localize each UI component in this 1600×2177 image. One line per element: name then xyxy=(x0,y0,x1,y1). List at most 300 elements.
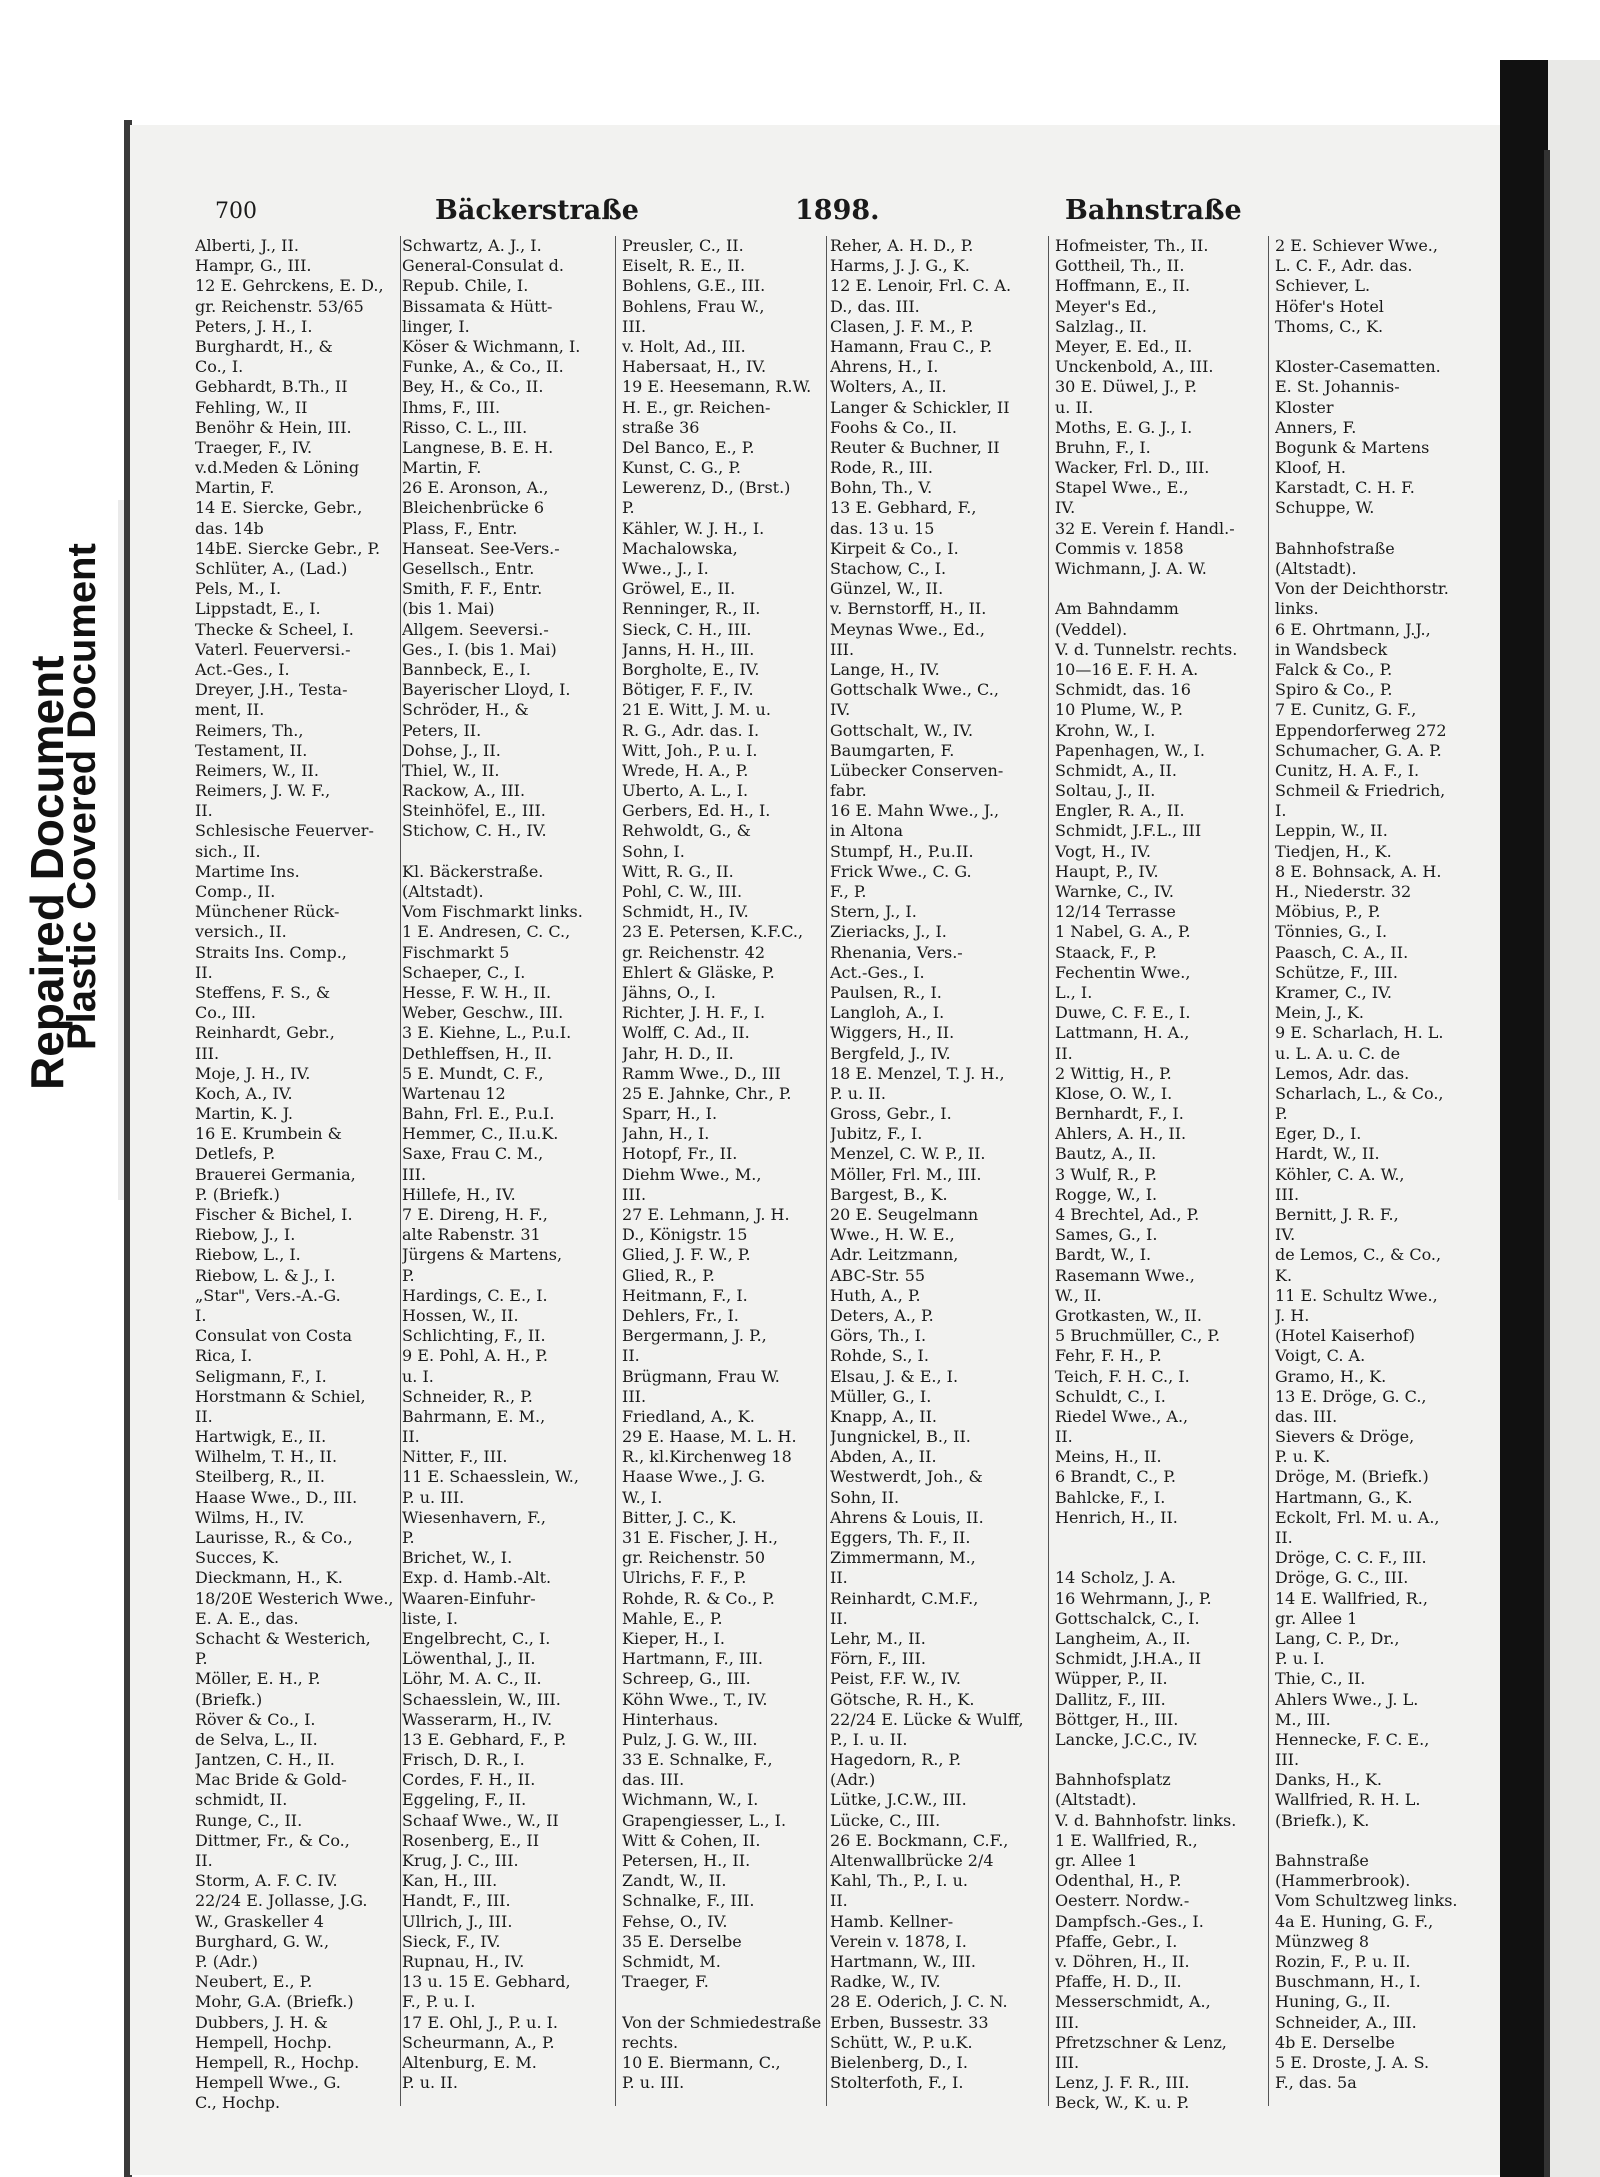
directory-entry: Sohn, II. xyxy=(830,1487,900,1507)
directory-entry: Co., I. xyxy=(195,357,244,377)
directory-entry: Schütt, W., P. u.K. xyxy=(830,2032,973,2052)
directory-entry: IV. xyxy=(1055,498,1076,518)
directory-entry: Benöhr & Hein, III. xyxy=(195,417,352,437)
directory-entry: Huning, G., II. xyxy=(1275,1992,1391,2012)
directory-entry: Bahn, Frl. E., P.u.I. xyxy=(402,1104,555,1124)
directory-entry: Altenburg, E. M. xyxy=(402,2052,537,2072)
directory-entry: F., P. xyxy=(830,882,867,901)
directory-entry: P. (Adr.) xyxy=(195,1951,258,1971)
directory-entry: das. 13 u. 15 xyxy=(830,518,935,538)
directory-entry: Saxe, Frau C. M., xyxy=(402,1144,544,1164)
directory-entry: Danks, H., K. xyxy=(1275,1770,1382,1790)
directory-entry: Vaterl. Feuerversi.- xyxy=(195,639,351,659)
directory-entry: Hempell, Hochp. xyxy=(195,2032,332,2052)
directory-entry: Müller, G., I. xyxy=(830,1386,932,1406)
directory-entry: Co., III. xyxy=(195,1003,256,1023)
directory-entry: III. xyxy=(195,1043,220,1063)
directory-entry: gr. Reichenstr. 50 xyxy=(622,1548,766,1568)
column-rule xyxy=(1048,236,1049,2106)
directory-entry: J. H. xyxy=(1275,1305,1310,1325)
directory-entry: Paulsen, R., I. xyxy=(830,982,942,1002)
directory-entry: Vom Fischmarkt links. xyxy=(402,902,583,922)
directory-entry: Repub. Chile, I. xyxy=(402,276,529,296)
directory-entry: Münchener Rück- xyxy=(195,902,340,922)
directory-entry: Machalowska, xyxy=(622,538,738,558)
directory-entry xyxy=(1275,519,1485,539)
directory-entry: Ullrich, J., III. xyxy=(402,1911,513,1931)
directory-entry: Schiever, L. xyxy=(1275,276,1371,296)
directory-entry: Bargest, B., K. xyxy=(830,1184,948,1204)
directory-entry: II. xyxy=(195,801,213,821)
directory-entry: 5 Bruchmüller, C., P. xyxy=(1055,1326,1221,1346)
directory-entry: Eppendorferweg 272 xyxy=(1275,720,1447,740)
directory-entry: Löhr, M. A. C., II. xyxy=(402,1669,542,1689)
directory-entry: Westwerdt, Joh., & xyxy=(830,1467,983,1487)
directory-entry: 28 E. Oderich, J. C. N. xyxy=(830,1992,1008,2012)
directory-entry: Richter, J. H. F., I. xyxy=(622,1003,766,1023)
directory-entry: Bautz, A., II. xyxy=(1055,1144,1157,1164)
directory-entry: Münzweg 8 xyxy=(1275,1931,1370,1951)
directory-entry: Martime Ins. xyxy=(195,861,300,881)
directory-entry: W., II. xyxy=(1055,1285,1102,1305)
directory-entry: P. u. K. xyxy=(1275,1447,1331,1467)
directory-entry: 11 E. Schaesslein, W., xyxy=(402,1467,579,1487)
directory-entry: (Adr.) xyxy=(830,1770,876,1790)
directory-entry: Steinhöfel, E., III. xyxy=(402,801,546,821)
directory-entry: Lange, H., IV. xyxy=(830,659,940,679)
directory-entry: Hanseat. See-Vers.- xyxy=(402,538,560,558)
directory-entry: Staack, F., P. xyxy=(1055,942,1157,962)
directory-entry: Schlesische Feuerver- xyxy=(195,821,374,841)
directory-entry: 19 E. Heesemann, R.W. xyxy=(622,377,812,397)
directory-entry: Burghard, G. W., xyxy=(195,1931,330,1951)
directory-entry: 10 E. Biermann, C., xyxy=(622,2052,781,2072)
directory-entry: Jungnickel, B., II. xyxy=(830,1427,971,1447)
directory-entry: Riedel Wwe., A., xyxy=(1055,1406,1189,1426)
directory-entry: Cordes, F. H., II. xyxy=(402,1770,536,1790)
directory-entry: Ihms, F., III. xyxy=(402,397,501,417)
directory-entry: II. xyxy=(830,1891,848,1911)
directory-entry: Langnese, B. E. H. xyxy=(402,437,554,457)
directory-entry: 5 E. Mundt, C. F., xyxy=(402,1063,544,1083)
directory-entry: Bergfeld, J., IV. xyxy=(830,1043,951,1063)
directory-entry: General-Consulat d. xyxy=(402,256,564,276)
directory-entry: Pohl, C. W., III. xyxy=(622,882,743,901)
directory-entry: 25 E. Jahnke, Chr., P. xyxy=(622,1083,792,1103)
directory-entry: Plass, F., Entr. xyxy=(402,518,518,538)
directory-entry: 6 Brandt, C., P. xyxy=(1055,1467,1176,1487)
directory-entry: 9 E. Scharlach, H. L. xyxy=(1275,1023,1444,1043)
directory-entry: W., Graskeller 4 xyxy=(195,1911,324,1931)
directory-entry: Kl. Bäckerstraße. xyxy=(402,861,544,881)
directory-entry: 26 E. Aronson, A., xyxy=(402,478,549,498)
directory-entry: Martin, K. J. xyxy=(195,1104,293,1124)
directory-entry: 21 E. Witt, J. M. u. xyxy=(622,700,771,720)
directory-entry: P., I. u. II. xyxy=(830,1729,908,1749)
directory-entry: Heitmann, F., I. xyxy=(622,1285,748,1305)
directory-entry: 12 E. Lenoir, Frl. C. A. xyxy=(830,276,1012,296)
directory-entry: Rhenania, Vers.- xyxy=(830,942,963,962)
directory-entry: Ehlert & Gläske, P. xyxy=(622,962,775,982)
directory-entry: 4 Brechtel, Ad., P. xyxy=(1055,1205,1200,1224)
directory-entry: de Selva, L., II. xyxy=(195,1729,318,1749)
directory-entry: alte Rabenstr. 31 xyxy=(402,1225,541,1245)
directory-entry: Wasserarm, H., IV. xyxy=(402,1709,553,1729)
directory-entry: Zimmermann, M., xyxy=(830,1548,976,1568)
directory-entry: Deters, A., P. xyxy=(830,1305,934,1325)
directory-entry: Bayerischer Lloyd, I. xyxy=(402,680,571,700)
directory-entry: D., das. III. xyxy=(830,296,920,316)
directory-entry: 13 E. Gebhard, F., P. xyxy=(402,1729,567,1749)
directory-column-6 xyxy=(1275,236,1485,2136)
directory-entry: Grapengiesser, L., I. xyxy=(622,1810,787,1830)
directory-entry: Dreyer, J.H., Testa- xyxy=(195,680,348,700)
directory-entry: Schneider, R., P. xyxy=(402,1386,533,1406)
directory-entry: Lehr, M., II. xyxy=(830,1628,926,1648)
directory-entry: Hossen, W., II. xyxy=(402,1305,519,1325)
directory-entry: Kunst, C. G., P. xyxy=(622,458,741,478)
directory-entry: (Altstadt). xyxy=(1275,559,1357,578)
directory-entry: 14 Scholz, J. A. xyxy=(1055,1568,1177,1588)
directory-entry: Ramm Wwe., D., III xyxy=(622,1063,781,1083)
directory-entry: 23 E. Petersen, K.F.C., xyxy=(622,922,804,942)
directory-entry: Sieck, F., IV. xyxy=(402,1931,501,1951)
directory-entry: Jantzen, C. H., II. xyxy=(195,1750,335,1770)
directory-entry: 26 E. Bockmann, C.F., xyxy=(830,1830,1009,1850)
directory-entry: Stapel Wwe., E., xyxy=(1055,478,1189,498)
directory-entry: Eggers, Th. F., II. xyxy=(830,1528,971,1547)
directory-entry: Reimers, Th., xyxy=(195,720,304,740)
directory-entry: Stern, J., I. xyxy=(830,902,917,922)
directory-entry: Jahn, H., I. xyxy=(622,1124,710,1144)
directory-entry: Scheurmann, A., P. xyxy=(402,2032,555,2052)
directory-entry: Clasen, J. F. M., P. xyxy=(830,316,974,336)
directory-entry: Rasemann Wwe., xyxy=(1055,1265,1195,1285)
directory-entry: Stumpf, H., P.u.II. xyxy=(830,841,974,861)
directory-entry: Sievers & Dröge, xyxy=(1275,1427,1415,1447)
directory-entry xyxy=(1275,1831,1485,1851)
directory-entry: Frick Wwe., C. G. xyxy=(830,861,972,881)
directory-entry: Dittmer, Fr., & Co., xyxy=(195,1830,350,1850)
directory-entry: Schaaf Wwe., W., II xyxy=(402,1810,559,1830)
directory-entry: (bis 1. Mai) xyxy=(402,599,495,619)
directory-entry xyxy=(1055,1528,1270,1548)
directory-entry: Frisch, D. R., I. xyxy=(402,1750,525,1770)
directory-entry: II. xyxy=(195,1406,213,1426)
directory-entry: 27 E. Lehmann, J. H. xyxy=(622,1205,790,1224)
directory-entry: Wwe., H. W. E., xyxy=(830,1225,955,1245)
directory-entry: Alberti, J., II. xyxy=(195,236,299,255)
directory-entry: Martin, F. xyxy=(195,478,275,498)
directory-entry: Stolterfoth, F., I. xyxy=(830,2073,964,2093)
directory-entry: sich., II. xyxy=(195,841,261,861)
directory-entry: Baumgarten, F. xyxy=(830,740,955,760)
directory-entry: Bernhardt, F., I. xyxy=(1055,1104,1184,1124)
directory-entry: Bahnhofstraße xyxy=(1275,538,1395,558)
directory-entry: Ges., I. (bis 1. Mai) xyxy=(402,639,557,659)
directory-entry: Eggeling, F., II. xyxy=(402,1790,527,1810)
directory-entry: Cunitz, H. A. F., I. xyxy=(1275,760,1420,780)
directory-entry: 11 E. Schultz Wwe., xyxy=(1275,1285,1438,1305)
directory-entry: Lücke, C., III. xyxy=(830,1810,941,1830)
directory-entry: Lütke, J.C.W., III. xyxy=(830,1790,967,1810)
directory-entry: Hagedorn, R., P. xyxy=(830,1750,962,1770)
column-rule xyxy=(826,236,827,2106)
directory-entry: Thie, C., II. xyxy=(1275,1669,1366,1689)
directory-entry: 8 E. Bohnsack, A. H. xyxy=(1275,861,1442,881)
directory-entry: 1 E. Andresen, C. C., xyxy=(402,922,571,942)
directory-entry: Sohn, I. xyxy=(622,841,685,861)
directory-entry: Schacht & Westerich, xyxy=(195,1628,371,1648)
directory-entry: Rosenberg, E., II xyxy=(402,1830,540,1850)
directory-entry: Sames, G., I. xyxy=(1055,1225,1158,1245)
directory-entry: Scharlach, L., & Co., xyxy=(1275,1083,1444,1103)
directory-entry: Uberto, A. L., I. xyxy=(622,781,749,801)
directory-entry: P. xyxy=(1275,1104,1288,1124)
directory-entry: F., P. u. I. xyxy=(402,1992,476,2012)
directory-entry: 3 E. Kiehne, L., P.u.I. xyxy=(402,1023,572,1043)
directory-entry: Schumacher, G. A. P. xyxy=(1275,740,1442,760)
directory-entry: Bannbeck, E., I. xyxy=(402,659,531,679)
directory-entry: de Lemos, C., & Co., xyxy=(1275,1245,1442,1265)
directory-entry: Bahlcke, F., I. xyxy=(1055,1487,1166,1507)
directory-entry: P. xyxy=(402,1528,415,1547)
directory-entry: Abden, A., II. xyxy=(830,1447,937,1467)
directory-entry: fabr. xyxy=(830,781,867,801)
directory-entry: Bohlens, G.E., III. xyxy=(622,276,766,296)
directory-entry: Reinhardt, Gebr., xyxy=(195,1023,335,1043)
directory-entry: Erben, Bussestr. 33 xyxy=(830,2012,989,2032)
directory-entry: Jubitz, F., I. xyxy=(830,1124,923,1144)
directory-entry: II. xyxy=(1055,1427,1073,1447)
directory-entry: Hampr, G., III. xyxy=(195,256,312,276)
directory-entry: Günzel, W., II. xyxy=(830,579,944,599)
directory-entry: Gramo, H., K. xyxy=(1275,1366,1387,1386)
directory-entry: 22/24 E. Lücke & Wulff, xyxy=(830,1709,1024,1729)
directory-entry: Reimers, J. W. F., xyxy=(195,781,331,801)
directory-entry: (Altstadt). xyxy=(1055,1790,1137,1810)
directory-entry: Schmidt, J.H.A., II xyxy=(1055,1649,1202,1669)
directory-entry: Hardings, C. E., I. xyxy=(402,1285,548,1305)
directory-entry: Lancke, J.C.C., IV. xyxy=(1055,1729,1198,1749)
directory-entry: 7 E. Cunitz, G. F., xyxy=(1275,700,1417,720)
directory-entry: (Hammerbrook). xyxy=(1275,1871,1411,1891)
directory-entry: F., das. 5a xyxy=(1275,2073,1357,2093)
directory-entry: Meyer, E. Ed., II. xyxy=(1055,336,1193,356)
directory-entry: Wichmann, W., I. xyxy=(622,1790,759,1810)
directory-entry: Von der Schmiedestraße xyxy=(622,2012,822,2032)
directory-entry: ment, II. xyxy=(195,700,265,720)
directory-entry: Huth, A., P. xyxy=(830,1285,921,1305)
directory-entry: Haupt, P., IV. xyxy=(1055,861,1159,881)
directory-entry: Eckolt, Frl. M. u. A., xyxy=(1275,1507,1440,1527)
directory-entry: schmidt, II. xyxy=(195,1790,288,1810)
page-number: 700 xyxy=(215,199,257,224)
directory-entry: das. III. xyxy=(622,1770,685,1790)
directory-entry: Storm, A. F. C. IV. xyxy=(195,1871,338,1891)
directory-entry: Unckenbold, A., III. xyxy=(1055,357,1214,377)
directory-entry: Handt, F., III. xyxy=(402,1891,511,1911)
directory-entry: Adr. Leitzmann, xyxy=(830,1245,959,1265)
directory-entry: Fehling, W., II xyxy=(195,397,308,417)
directory-entry: I. xyxy=(1275,801,1287,821)
directory-entry: Dieckmann, H., K. xyxy=(195,1568,343,1588)
directory-entry: Martin, F. xyxy=(402,458,482,478)
directory-entry: Act.-Ges., I. xyxy=(195,659,290,679)
directory-entry: (Altstadt). xyxy=(402,882,484,901)
directory-entry: III. xyxy=(830,639,855,659)
directory-entry: Schmidt, M. xyxy=(622,1951,721,1971)
directory-entry: Risso, C. L., III. xyxy=(402,417,528,437)
directory-entry: 16 Wehrmann, J., P. xyxy=(1055,1588,1212,1608)
directory-entry: Ahlers, A. H., II. xyxy=(1055,1124,1187,1144)
directory-entry: Von der Deichthorstr. xyxy=(1275,579,1449,599)
directory-entry: Hillefe, H., IV. xyxy=(402,1184,516,1204)
directory-entry: „Star", Vers.-A.-G. xyxy=(195,1285,341,1305)
directory-entry: Rozin, F., P. u. II. xyxy=(1275,1951,1411,1971)
directory-entry: u. II. xyxy=(1055,397,1094,417)
directory-column-5 xyxy=(1055,236,1270,2136)
header-right-title: Bahnstraße xyxy=(1065,195,1242,226)
directory-entry: Pfaffe, H. D., II. xyxy=(1055,1972,1182,1992)
directory-entry: 33 E. Schnalke, F., xyxy=(622,1750,773,1770)
directory-entry: Hotopf, Fr., II. xyxy=(622,1144,738,1164)
directory-entry: Witt, R. G., II. xyxy=(622,861,734,881)
directory-entry: Burghardt, H., & xyxy=(195,336,333,356)
directory-entry: V. d. Bahnhofstr. links. xyxy=(1055,1810,1237,1830)
directory-entry: in Altona xyxy=(830,821,904,841)
directory-entry: Rehwoldt, G., & xyxy=(622,821,751,841)
directory-entry: Wiesenhavern, F., xyxy=(402,1507,546,1527)
directory-entry: 1 E. Wallfried, R., xyxy=(1055,1830,1198,1850)
directory-entry: Duwe, C. F. E., I. xyxy=(1055,1003,1191,1023)
directory-entry: Löwenthal, J., II. xyxy=(402,1649,536,1669)
directory-entry: Brichet, W., I. xyxy=(402,1548,513,1568)
directory-entry: H. E., gr. Reichen- xyxy=(622,397,771,417)
directory-entry: Kieper, H., I. xyxy=(622,1628,725,1648)
directory-entry: Bahnstraße xyxy=(1275,1851,1369,1870)
directory-entry: Glied, R., P. xyxy=(622,1265,715,1285)
directory-entry: Voigt, C. A. xyxy=(1275,1346,1366,1366)
directory-entry: Bötiger, F. F., IV. xyxy=(622,680,754,700)
directory-entry: Fehr, F. H., P. xyxy=(1055,1346,1162,1366)
next-page-edge xyxy=(1548,60,1600,2177)
directory-entry: M., III. xyxy=(1275,1709,1331,1729)
directory-entry: Kloof, H. xyxy=(1275,458,1346,478)
directory-entry: II. xyxy=(830,1568,848,1588)
directory-entry: Gebhardt, B.Th., II xyxy=(195,377,348,397)
directory-entry: Laurisse, R., & Co., xyxy=(195,1528,353,1547)
directory-entry: Götsche, R. H., K. xyxy=(830,1689,975,1709)
directory-entry: Hemmer, C., II.u.K. xyxy=(402,1124,559,1144)
directory-entry: Habersaat, H., IV. xyxy=(622,357,767,377)
directory-entry: Koch, A., IV. xyxy=(195,1083,293,1103)
directory-entry xyxy=(622,1992,827,2012)
directory-entry: Bahrmann, E. M., xyxy=(402,1406,546,1426)
directory-entry: Klose, O. W., I. xyxy=(1055,1083,1173,1103)
directory-entry: Möller, Frl. M., III. xyxy=(830,1164,982,1184)
directory-entry: Bissamata & Hütt- xyxy=(402,296,553,316)
directory-entry: Mohr, G.A. (Briefk.) xyxy=(195,1992,354,2012)
directory-entry: Jahr, H. D., II. xyxy=(622,1043,734,1063)
directory-entry: R., kl.Kirchenweg 18 xyxy=(622,1447,792,1467)
directory-entry: Wilms, H., IV. xyxy=(195,1507,305,1527)
directory-entry: Seligmann, F., I. xyxy=(195,1366,327,1386)
directory-entry: 18/20E Westerich Wwe., xyxy=(195,1588,394,1608)
directory-entry xyxy=(1055,1548,1270,1568)
directory-entry: Fischer & Bichel, I. xyxy=(195,1205,353,1224)
directory-entry: Schlüter, A., (Lad.) xyxy=(195,559,348,578)
directory-entry: Gerbers, Ed. H., I. xyxy=(622,801,771,821)
directory-entry: Schuppe, W. xyxy=(1275,498,1375,518)
directory-entry: Stachow, C., I. xyxy=(830,559,947,578)
directory-entry: Menzel, C. W. P., II. xyxy=(830,1144,986,1164)
directory-entry: Hinterhaus. xyxy=(622,1709,719,1729)
directory-entry: III. xyxy=(402,1164,427,1184)
directory-entry: Peters, J. H., I. xyxy=(195,316,313,336)
directory-entry: Dohse, J., II. xyxy=(402,740,501,760)
directory-entry: E. A. E., das. xyxy=(195,1608,299,1628)
directory-entry: Schröder, H., & xyxy=(402,700,529,720)
directory-entry: 10 Plume, W., P. xyxy=(1055,700,1183,720)
directory-entry: 29 E. Haase, M. L. H. xyxy=(622,1427,797,1447)
directory-entry: Thoms, C., K. xyxy=(1275,316,1384,336)
directory-entry: Ahrens & Louis, II. xyxy=(830,1507,984,1527)
directory-entry: Meyer's Ed., xyxy=(1055,296,1157,316)
directory-entry: Bitter, J. C., K. xyxy=(622,1507,737,1527)
directory-entry: das. 14b xyxy=(195,518,264,538)
directory-column-4 xyxy=(830,236,1045,2136)
directory-entry: 4b E. Derselbe xyxy=(1275,2032,1395,2052)
directory-entry: Dröge, C. C. F., III. xyxy=(1275,1548,1427,1568)
directory-entry: Peters, II. xyxy=(402,720,482,740)
directory-entry: III. xyxy=(1055,2052,1080,2072)
directory-entry: gr. Reichenstr. 42 xyxy=(622,942,766,962)
directory-entry: Paasch, C. A., II. xyxy=(1275,942,1409,962)
directory-entry: Brügmann, Frau W. xyxy=(622,1366,780,1386)
directory-entry: (Hotel Kaiserhof) xyxy=(1275,1326,1415,1346)
directory-entry: Pels, M., I. xyxy=(195,579,282,599)
directory-entry: Wolff, C. Ad., II. xyxy=(622,1023,750,1043)
directory-entry: Hofmeister, Th., II. xyxy=(1055,236,1209,255)
directory-entry: Dröge, M. (Briefk.) xyxy=(1275,1467,1429,1487)
side-label-plastic: Plastic Covered Document xyxy=(60,543,104,1050)
directory-entry: K. xyxy=(1275,1265,1293,1285)
directory-entry: Am Bahndamm xyxy=(1055,599,1179,619)
directory-entry: Waaren-Einfuhr- xyxy=(402,1588,536,1608)
directory-entry: Moths, E. G. J., I. xyxy=(1055,417,1193,437)
directory-entry: Peist, F.F. W., IV. xyxy=(830,1669,961,1689)
directory-entry: Verein v. 1878, I. xyxy=(830,1931,967,1951)
directory-entry: 14bE. Siercke Gebr., P. xyxy=(195,538,381,558)
directory-entry: I. xyxy=(195,1305,207,1325)
directory-entry: III. xyxy=(622,1386,647,1406)
directory-entry: Krug, J. C., III. xyxy=(402,1851,519,1870)
directory-entry: Riebow, J., I. xyxy=(195,1225,296,1245)
directory-entry: Schütze, F., III. xyxy=(1275,962,1398,982)
directory-entry: Detlefs, P. xyxy=(195,1144,276,1164)
directory-entry: Hartmann, G., K. xyxy=(1275,1487,1413,1507)
directory-entry: Succes, K. xyxy=(195,1548,280,1568)
directory-entry: Ulrichs, F. F., P. xyxy=(622,1568,747,1588)
directory-entry: Diehm Wwe., M., xyxy=(622,1164,762,1184)
directory-entry: V. d. Tunnelstr. rechts. xyxy=(1055,639,1238,659)
directory-entry: IV. xyxy=(830,700,851,720)
directory-entry: Lewerenz, D., (Brst.) xyxy=(622,478,791,498)
directory-entry: Renninger, R., II. xyxy=(622,599,761,619)
directory-entry: Schnalke, F., III. xyxy=(622,1891,755,1911)
directory-entry: Bohlens, Frau W., xyxy=(622,296,765,316)
